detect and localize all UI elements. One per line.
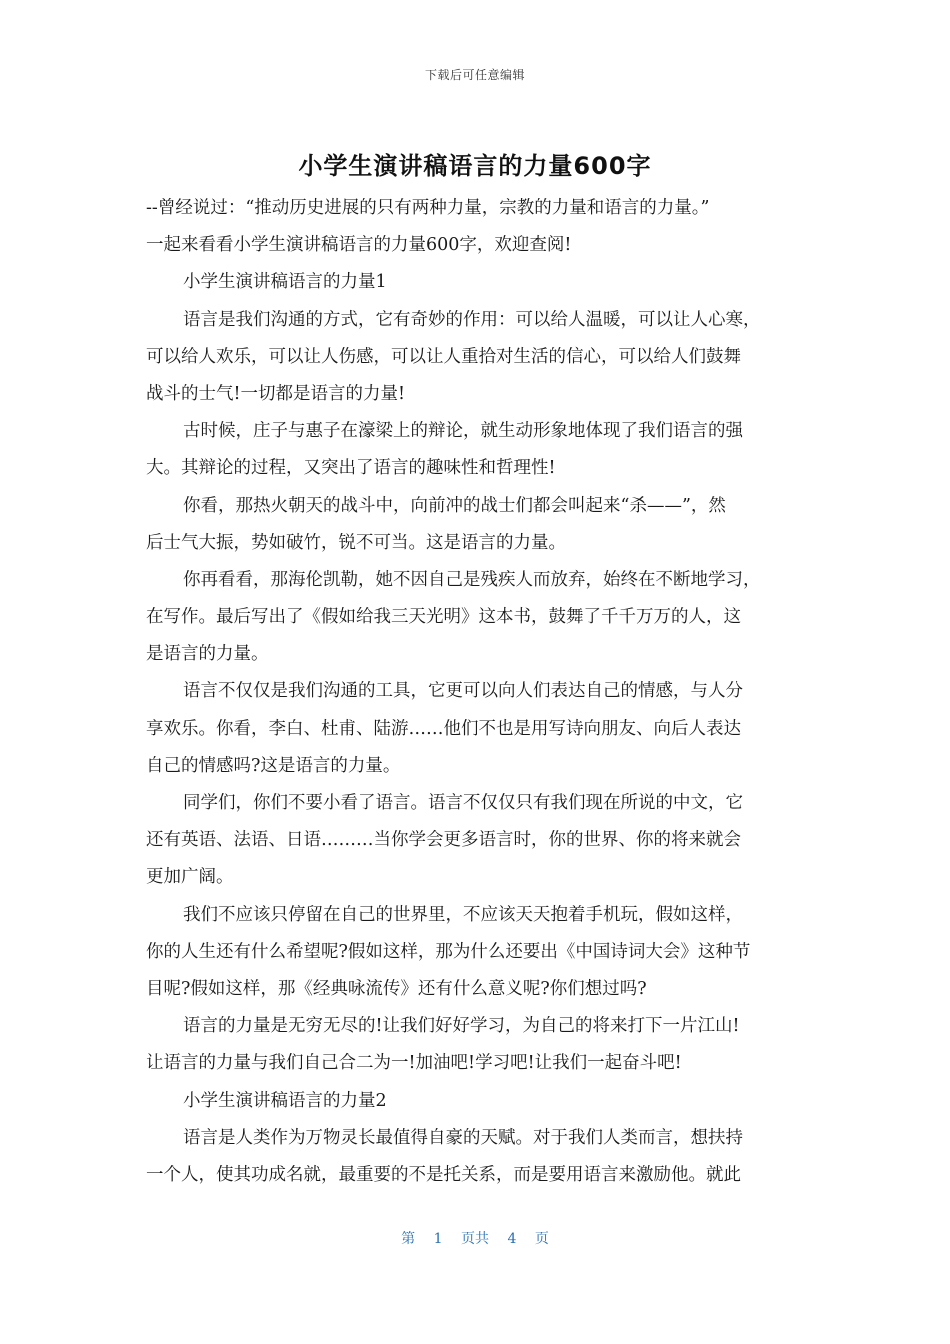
body-line: 大。其辩论的过程，又突出了语言的趣味性和哲理性!	[146, 458, 556, 479]
footer-middle: 页共	[461, 1231, 489, 1247]
body-line: 我们不应该只停留在自己的世界里，不应该天天抱着手机玩，假如这样，	[183, 904, 743, 925]
body-line: 同学们，你们不要小看了语言。语言不仅仅只有我们现在所说的中文，它	[183, 793, 743, 813]
body-line: 语言是我们沟通的方式，它有奇妙的作用：可以给人温暖，可以让人心寒，	[183, 309, 761, 330]
body-line: --曾经说过：“推动历史进展的只有两种力量，宗教的力量和语言的力量。”	[146, 198, 710, 218]
footer-prefix: 第	[401, 1231, 416, 1247]
page-header: 下载后可任意编辑	[424, 68, 525, 82]
body-line: 语言不仅仅是我们沟通的工具，它更可以向人们表达自己的情感，与人分	[183, 681, 743, 702]
body-line: 古时候，庄子与惠子在濠梁上的辩论，就生动形象地体现了我们语言的强	[183, 421, 743, 442]
body-line: 是语言的力量。	[146, 644, 269, 665]
body-line: 语言是人类作为万物灵长最值得自豪的天赋。对于我们人类而言，想扶持	[183, 1127, 743, 1148]
body-line: 还有英语、法语、日语………当你学会更多语言时，你的世界、你的将来就会	[146, 830, 741, 851]
body-line: 目呢?假如这样，那《经典咏流传》还有什么意义呢?你们想过吗?	[146, 978, 647, 999]
body-line: 更加广阔。	[146, 867, 234, 888]
body-line: 自己的情感吗?这是语言的力量。	[146, 755, 401, 776]
footer-total-pages: 4	[507, 1231, 517, 1247]
section-heading: 小学生演讲稿语言的力量1	[183, 272, 387, 293]
document-title: 小学生演讲稿语言的力量600字	[298, 152, 652, 180]
document-body	[146, 190, 806, 1194]
body-line: 你再看看，那海伦凯勒，她不因自己是残疾人而放弃，始终在不断地学习，	[183, 569, 761, 590]
body-line: 后士气大振，势如破竹，锐不可当。这是语言的力量。	[146, 532, 566, 553]
body-line: 战斗的士气!一切都是语言的力量!	[146, 383, 406, 404]
body-line: 一起来看看小学生演讲稿语言的力量600字，欢迎查阅!	[146, 235, 572, 256]
page-footer	[0, 1228, 950, 1248]
body-line: 在写作。最后写出了《假如给我三天光明》这本书，鼓舞了千千万万的人，这	[146, 607, 741, 628]
body-line: 让语言的力量与我们自己合二为一!加油吧!学习吧!让我们一起奋斗吧!	[146, 1053, 682, 1074]
body-line: 一个人，使其功成名就，最重要的不是托关系，而是要用语言来激励他。就此	[146, 1164, 741, 1185]
body-line: 享欢乐。你看，李白、杜甫、陆游……他们不也是用写诗向朋友、向后人表达	[146, 718, 741, 739]
body-line: 可以给人欢乐，可以让人伤感，可以让人重拾对生活的信心，可以给人们鼓舞	[146, 346, 741, 367]
body-line: 语言的力量是无穷无尽的!让我们好好学习，为自己的将来打下一片江山!	[183, 1016, 740, 1037]
footer-page-number: 1	[433, 1231, 443, 1247]
body-line: 你看，那热火朝天的战斗中，向前冲的战士们都会叫起来“杀——”，然	[183, 495, 726, 516]
section-heading: 小学生演讲稿语言的力量2	[183, 1090, 387, 1111]
body-line: 你的人生还有什么希望呢?假如这样，那为什么还要出《中国诗词大会》这种节	[146, 941, 751, 962]
footer-suffix: 页	[534, 1231, 549, 1247]
